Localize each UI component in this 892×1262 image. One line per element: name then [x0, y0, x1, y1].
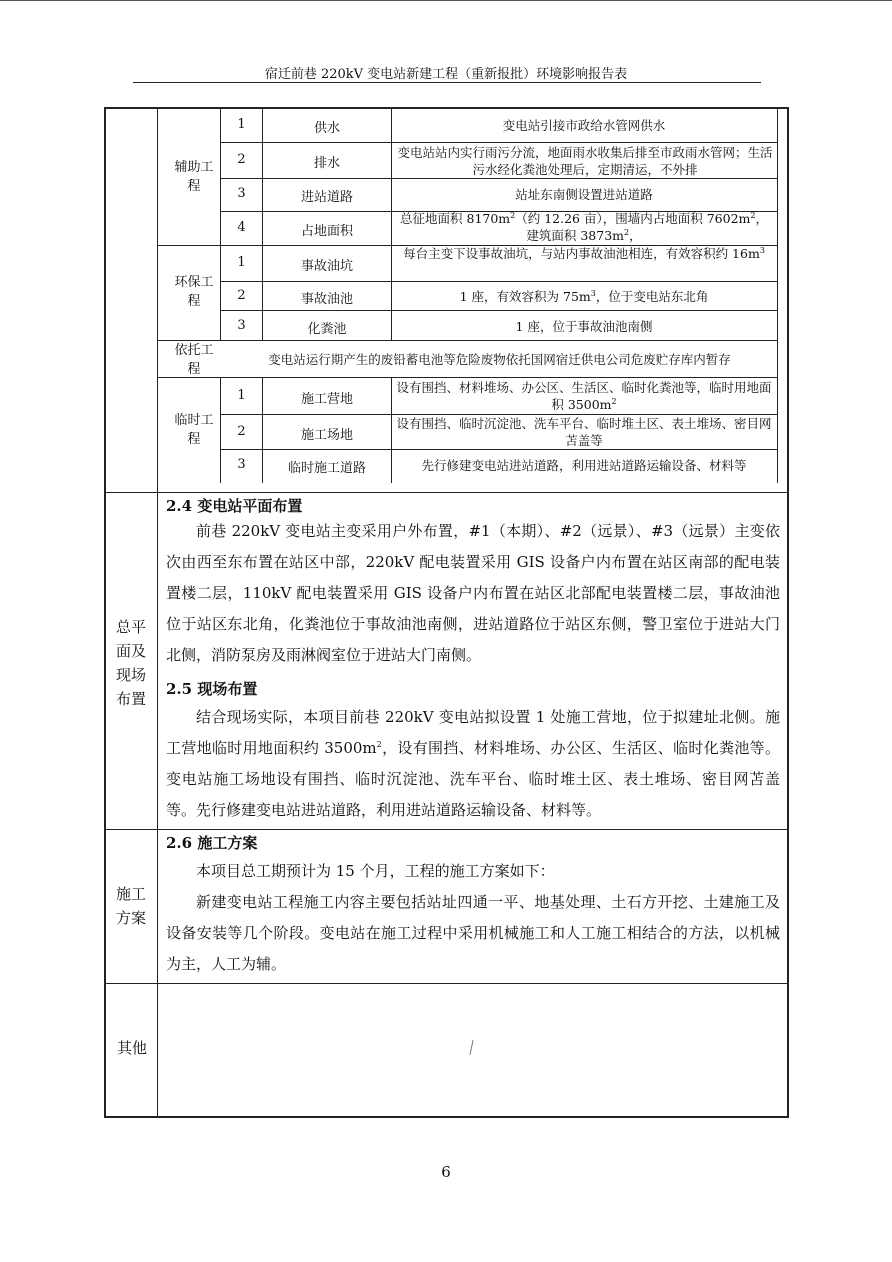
- section-title-2-4: 2.4 变电站平面布置: [166, 497, 303, 515]
- text-part: ，设有围挡、材料堆场、办公区、生活区、临时化粪池等。变电站施工场地设有围挡、临时沉淀池、洗车平台、临时堆土区、表土堆场、密目网苫盖等。先行修建变电站进站道路，利用进站道路运输设备、材料等。: [166, 739, 780, 819]
- row-divider: [220, 178, 777, 179]
- superscript: 2: [624, 227, 630, 237]
- row-divider: [220, 281, 777, 282]
- row-number: 2: [237, 288, 246, 303]
- superscript: 3: [759, 245, 765, 255]
- text-part: ，建筑面积 3873m: [526, 211, 768, 243]
- row-description: [396, 245, 772, 262]
- row-description: 设有围挡、临时沉淀池、洗车平台、临时堆土区、表土堆场、密目网苫盖等: [396, 416, 772, 448]
- row-number: 2: [237, 424, 246, 439]
- row-description: 先行修建变电站进站道路，利用进站道路运输设备、材料等: [421, 458, 747, 473]
- superscript: 2: [510, 210, 516, 220]
- name-column-divider: [391, 377, 392, 483]
- text-part: 每台主变下设事故油坑，与站内事故油池相连，有效容积约 16m: [403, 246, 760, 261]
- reliance-description: 变电站运行期产生的废铅蓄电池等危险废物依托国网宿迁供电公司危废贮存库内暂存: [268, 352, 731, 367]
- row-description: [396, 288, 772, 305]
- left-column-divider: [157, 108, 158, 1117]
- row-description: [396, 210, 772, 244]
- row-description: 站址东南侧设置进站道路: [515, 187, 653, 202]
- row-name: 临时施工道路: [287, 461, 366, 476]
- row-name: 施工场地: [300, 428, 353, 443]
- side-label-other: 其他: [116, 1039, 147, 1057]
- group-label-temporary: [171, 411, 217, 449]
- row-number: 3: [237, 186, 246, 201]
- row-name: 化粪池: [307, 322, 347, 337]
- group-label-text: 环保工程: [174, 275, 214, 309]
- section-title-2-6: 2.6 施工方案: [166, 834, 258, 852]
- text-part: 1 座，有效容积为 75m: [459, 289, 591, 304]
- superscript: 3: [590, 288, 596, 298]
- text-part: 设有围挡、材料堆场、办公区、生活区、临时化粪池等，临时用地面积 3500m: [396, 380, 772, 412]
- text-part: ，: [629, 228, 642, 243]
- row-name: 事故油池: [300, 292, 353, 307]
- row-divider: [220, 310, 777, 311]
- row-name: 事故油坑: [300, 259, 353, 274]
- group-label-reliance: [171, 341, 217, 379]
- row-number: 3: [237, 457, 246, 472]
- side-label-construction: [110, 882, 152, 930]
- text-part: 总征地面积 8170m: [400, 211, 511, 226]
- row-name: 进站道路: [300, 190, 353, 205]
- row-description: [396, 379, 772, 413]
- section-divider: [105, 492, 788, 493]
- paragraph-schedule: 本项目总工期预计为 15 个月，工程的施工方案如下：: [196, 862, 555, 880]
- row-name: 排水: [313, 156, 340, 171]
- side-label-layout: [110, 615, 152, 711]
- page-top-border: [0, 0, 892, 1]
- row-name: 占地面积: [300, 224, 353, 239]
- text-part: ，位于变电站东北角: [595, 289, 709, 304]
- row-number: 1: [237, 388, 246, 403]
- side-label-text: 施工方案: [115, 885, 146, 927]
- text-part: （约 12.26 亩），围墙内占地面积 7602m: [515, 211, 751, 226]
- group-label-text: 依托工程: [174, 343, 214, 377]
- paragraph-method: 新建变电站工程施工内容主要包括站址四通一平、地基处理、土石方开挖、土建施工及设备安装等几个阶段。变电站在施工过程中采用机械施工和人工施工相结合的方法，以机械为主，人工为辅。: [166, 893, 780, 973]
- row-number: 4: [237, 220, 246, 235]
- row-number: 1: [237, 117, 246, 132]
- group-label-environmental: [171, 273, 217, 311]
- row-divider: [220, 142, 777, 143]
- row-description: 变电站引接市政给水管网供水: [502, 118, 666, 133]
- row-name: 施工营地: [300, 392, 353, 407]
- section-divider: [105, 983, 788, 984]
- row-number: 3: [237, 318, 246, 333]
- paragraph-2-4: 前巷 220kV 变电站主变采用户外布置，#1（本期）、#2（远景）、#3（远景）主变依次由西至东布置在站区中部，220kV 配电装置采用 GIS 设备户内布置在站区南部的配电装置楼二层，110kV 配电装置采用 GIS 设备户内布置在站区北部配电装置楼二层，事故油池位于站区东北角，化粪池位于事故油池南侧，进站道路位于站区东侧，警卫室位于进站大门北侧，消防泵房及雨淋阀室位于进站大门南侧。: [166, 522, 780, 664]
- project-table-right-border: [777, 108, 778, 483]
- row-description: 1 座，位于事故油池南侧: [515, 319, 653, 334]
- superscript: 2: [750, 210, 756, 220]
- text-part: 结合现场实际，本项目前巷 220kV 变电站拟设置 1 处施工营地，位于拟建址北侧。施工营地临时用地面积约 3500m: [166, 708, 780, 757]
- row-name: 供水: [313, 121, 340, 136]
- group-label-text: 临时工程: [174, 413, 214, 447]
- row-divider: [220, 449, 777, 450]
- page-number: 6: [441, 1163, 451, 1181]
- group-label-auxiliary: [171, 158, 217, 196]
- side-label-text: 总平面及现场布置: [115, 618, 146, 708]
- group-divider: [157, 340, 777, 341]
- section-divider: [105, 829, 788, 830]
- row-number: 2: [237, 152, 246, 167]
- superscript: 2: [376, 740, 382, 749]
- section-title-2-5: 2.5 现场布置: [166, 680, 258, 698]
- row-number: 1: [237, 255, 246, 270]
- group-label-text: 辅助工程: [174, 160, 214, 194]
- document-header-title: 宿迁前巷 220kV 变电站新建工程（重新报批）环境影响报告表: [264, 67, 628, 82]
- superscript: 2: [611, 396, 617, 406]
- header-rule: [133, 82, 761, 83]
- paragraph-2-5: [166, 702, 780, 826]
- group-divider: [157, 377, 777, 378]
- row-description: 变电站站内实行雨污分流，地面雨水收集后排至市政雨水管网；生活污水经化粪池处理后，定期清运，不外排: [397, 145, 773, 177]
